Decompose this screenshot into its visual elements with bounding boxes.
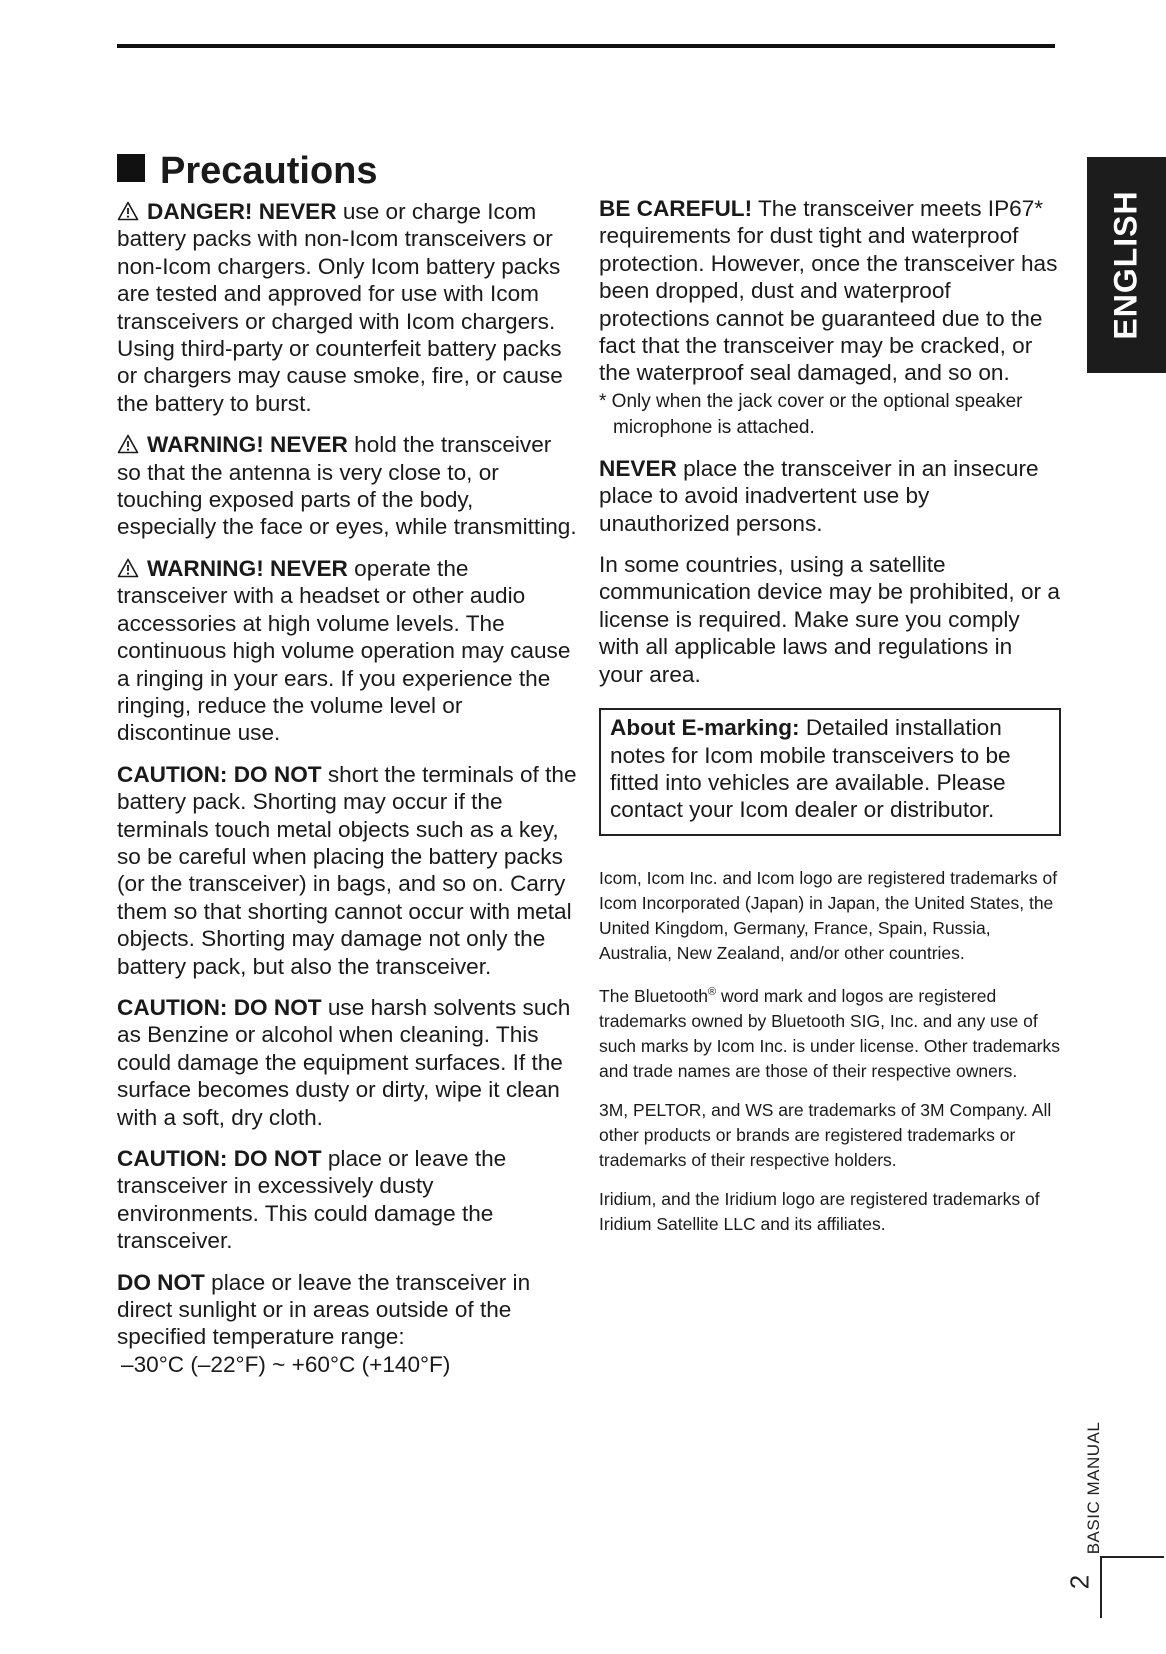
left-column (117, 198, 577, 1392)
title-square-icon (117, 154, 145, 182)
registered-mark: ® (707, 985, 717, 998)
danger-text: use or charge Icom battery packs with non-Icom transceivers or non-Icom chargers. Only Icom battery packs are tested and approved for use with Icom transceivers or charged with Icom chargers. Using third-party or counterfeit battery packs or chargers may cause smoke, fire, or cause the battery to burst. (117, 199, 563, 416)
language-side-tab (1087, 157, 1166, 373)
caution-1-text: short the terminals of the battery pack. Shorting may occur if the terminals touch metal objects such as a key, so be careful when placing the battery packs (or the transceiver) in bags, and so on. Carry them so that shorting cannot occur with metal objects. Shorting may damage not only the battery pack, but also the transceiver. (117, 761, 577, 979)
never-place-paragraph (599, 455, 1061, 537)
caution-2-label: CAUTION: DO NOT (117, 994, 322, 1020)
section-title-text: Precautions (160, 150, 378, 192)
bluetooth-text-end: word mark and logos are registered trademarks owned by Bluetooth SIG, Inc. and any use of such marks by Icom Inc. is under license. Other trademarks and trade names are those of their respective owners. (599, 985, 1060, 1081)
section-title (117, 148, 378, 194)
be-careful-label: BE CAREFUL! (599, 196, 753, 221)
bluetooth-trademark-notice (599, 980, 1061, 1084)
icom-trademark-notice: Icom, Icom Inc. and Icom logo are registered trademarks of Icom Incorporated (Japan) in Japan, the United States, the United Kingdom, Germany, France, Spain, Russia, Australia, New Zealand, and/or other countries. (599, 867, 1058, 963)
never-place-text: place the transceiver in an insecure place to avoid inadvertent use by unauthorized persons. (599, 455, 1039, 536)
satellite-paragraph: In some countries, using a satellite communication device may be prohibited, or a license is required. Make sure you comply with all applicable laws and regulations in your area. (599, 552, 1060, 687)
caution-paragraph-1 (117, 761, 577, 980)
page-number: 2 (1064, 1574, 1095, 1590)
be-careful-paragraph (599, 195, 1061, 387)
warning-2-label: WARNING! (147, 555, 264, 581)
danger-never: NEVER (258, 199, 337, 224)
warning-paragraph-1 (117, 431, 577, 541)
caution-1-label: CAUTION: DO NOT (117, 761, 322, 787)
warning-triangle-icon (117, 198, 143, 225)
warning-triangle-icon (117, 555, 143, 582)
do-not-paragraph (117, 1269, 577, 1379)
warning-1-label: WARNING! (147, 432, 264, 458)
ip67-footnote: * Only when the jack cover or the optional speaker microphone is attached. (599, 390, 1023, 438)
e-marking-box (599, 708, 1061, 836)
caution-paragraph-2 (117, 994, 577, 1131)
caution-2-text: use harsh solvents such as Benzine or alcohol when cleaning. This could damage the equipment surfaces. If the surface becomes dusty or dirty, wipe it clean with a soft, dry cloth. (117, 994, 571, 1130)
warning-1-never: NEVER (270, 432, 348, 458)
iridium-trademark-notice: Iridium, and the Iridium logo are registered trademarks of Iridium Satellite LLC and its affiliates. (599, 1188, 1040, 1234)
do-not-label: DO NOT (117, 1269, 205, 1295)
caution-3-label: CAUTION: DO NOT (117, 1146, 322, 1171)
e-marking-label: About E-marking: (610, 715, 800, 741)
warning-1-text: hold the transceiver so that the antenna is very close to, or touching exposed parts of the body, especially the face or eyes, while transmitting. (117, 432, 577, 540)
be-careful-text: The transceiver meets IP67* requirements for dust tight and waterproof protection. However, once the transceiver has been dropped, dust and waterproof protections cannot be guaranteed due to the fact that the transceiver may be cracked, or the waterproof seal damaged, and so on. (599, 196, 1058, 386)
danger-paragraph (117, 198, 577, 417)
top-rule (117, 44, 1055, 48)
manual-label: BASIC MANUAL (1084, 1421, 1103, 1555)
warning-2-never: NEVER (270, 555, 348, 581)
language-label: ENGLISH (1107, 190, 1144, 340)
warning-paragraph-2 (117, 555, 577, 747)
warning-triangle-icon (117, 431, 143, 458)
bluetooth-text-start: The Bluetooth (599, 985, 708, 1006)
do-not-text: place or leave the transceiver in direct sunlight or in areas outside of the specified temperature range: (117, 1269, 531, 1350)
caution-paragraph-3 (117, 1145, 577, 1255)
never-place-label: NEVER (599, 455, 677, 481)
e-marking-text: Detailed installation notes for Icom mobile transceivers to be fitted into vehicles are available. Please contact your Icom dealer or distributor. (610, 715, 1011, 823)
page-number-divider-horizontal (1101, 1556, 1164, 1558)
caution-3-text: place or leave the transceiver in excessively dusty environments. This could damage the transceiver. (117, 1146, 507, 1254)
temperature-range: –30°C (–22°F) ~ +60°C (+140°F) (121, 1351, 451, 1377)
warning-2-text: operate the transceiver with a headset or other audio accessories at high volume levels. The continuous high volume operation may cause a ringing in your ears. If you experience the ringing, reduce the volume level or discontinue use. (117, 555, 571, 746)
danger-label: DANGER! (147, 199, 253, 224)
right-column (599, 195, 1061, 1251)
peltor-trademark-notice: 3M, PELTOR, and WS are trademarks of 3M Company. All other products or brands are registered trademarks or trademarks of their respective holders. (599, 1099, 1052, 1170)
page-number-divider-vertical (1100, 1556, 1102, 1618)
